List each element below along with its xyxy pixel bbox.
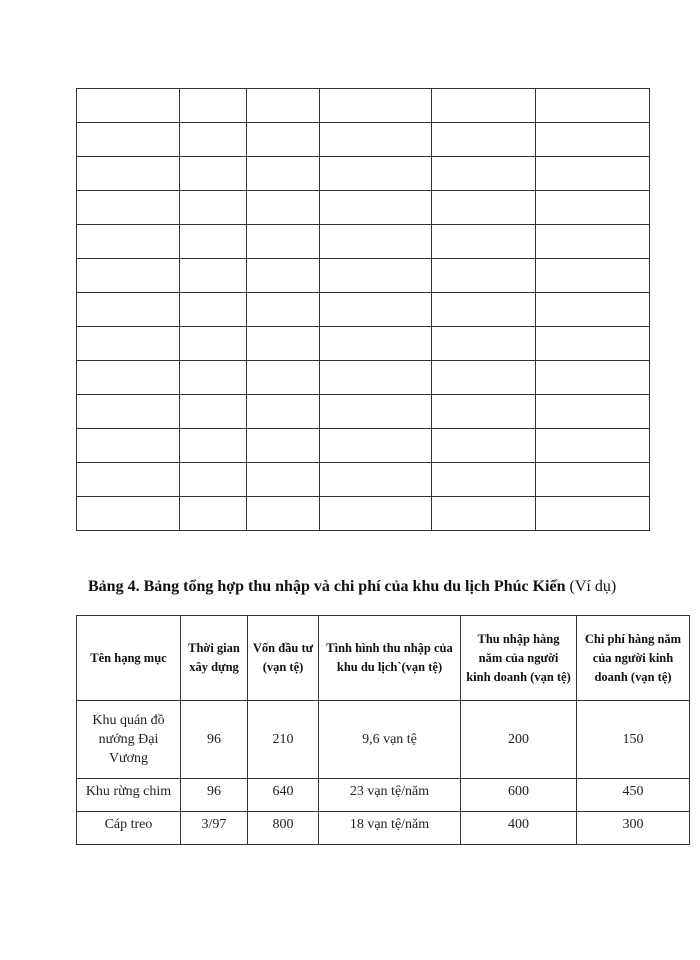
empty-grid-cell xyxy=(320,225,432,259)
empty-grid-cell xyxy=(247,429,320,463)
empty-grid-cell xyxy=(77,463,180,497)
empty-grid-cell xyxy=(432,463,536,497)
empty-grid-cell xyxy=(77,123,180,157)
empty-grid-cell xyxy=(536,191,650,225)
empty-grid-cell xyxy=(77,259,180,293)
empty-grid-cell xyxy=(320,191,432,225)
empty-grid-cell xyxy=(536,123,650,157)
empty-grid-cell xyxy=(432,395,536,429)
empty-grid-cell xyxy=(77,361,180,395)
empty-grid-cell xyxy=(536,429,650,463)
cell-investment: 210 xyxy=(248,701,319,779)
empty-grid-cell xyxy=(320,497,432,531)
empty-grid-cell xyxy=(247,327,320,361)
empty-grid-cell xyxy=(180,123,247,157)
cell-item-name: Khu rừng chim xyxy=(77,779,181,812)
empty-grid-cell xyxy=(536,157,650,191)
empty-grid-row xyxy=(77,123,650,157)
empty-grid-cell xyxy=(180,497,247,531)
empty-grid-cell xyxy=(77,293,180,327)
empty-grid-cell xyxy=(536,225,650,259)
empty-grid-row xyxy=(77,293,650,327)
empty-grid-cell xyxy=(432,327,536,361)
header-investment: Vốn đầu tư (vạn tệ) xyxy=(248,616,319,701)
empty-grid-cell xyxy=(432,191,536,225)
cell-build-time: 96 xyxy=(181,701,248,779)
empty-grid-row xyxy=(77,259,650,293)
cell-operator-income: 600 xyxy=(461,779,577,812)
empty-grid-cell xyxy=(320,361,432,395)
empty-grid-cell xyxy=(180,395,247,429)
empty-grid-cell xyxy=(320,293,432,327)
header-build-time: Thời gian xây dựng xyxy=(181,616,248,701)
empty-grid-cell xyxy=(432,89,536,123)
empty-grid-cell xyxy=(77,395,180,429)
empty-grid-cell xyxy=(180,361,247,395)
table-row xyxy=(77,701,690,779)
empty-grid-cell xyxy=(77,89,180,123)
empty-grid-cell xyxy=(320,157,432,191)
cell-operator-cost: 150 xyxy=(577,701,690,779)
empty-grid-row xyxy=(77,89,650,123)
empty-grid-cell xyxy=(247,463,320,497)
empty-grid-cell xyxy=(432,293,536,327)
empty-grid-cell xyxy=(432,259,536,293)
caption-note: (Ví dụ) xyxy=(565,578,617,595)
empty-grid-cell xyxy=(77,497,180,531)
table-caption xyxy=(88,578,616,596)
cell-tourism-income: 23 vạn tệ/năm xyxy=(319,779,461,812)
header-operator-cost: Chi phí hàng năm của người kinh doanh (vạn tệ) xyxy=(577,616,690,701)
caption-title: Bảng tổng hợp thu nhập và chi phí của khu du lịch Phúc Kiến xyxy=(139,578,566,595)
empty-grid-row xyxy=(77,327,650,361)
cell-operator-income: 400 xyxy=(461,812,577,845)
empty-grid-row xyxy=(77,429,650,463)
empty-grid-cell xyxy=(536,395,650,429)
empty-grid-cell xyxy=(180,429,247,463)
income-cost-table xyxy=(76,615,690,845)
empty-grid-cell xyxy=(247,157,320,191)
empty-grid-row xyxy=(77,225,650,259)
cell-build-time: 3/97 xyxy=(181,812,248,845)
empty-grid-row xyxy=(77,463,650,497)
empty-grid-cell xyxy=(536,327,650,361)
cell-investment: 640 xyxy=(248,779,319,812)
header-row xyxy=(77,616,690,701)
cell-item-name: Khu quán đồ nướng Đại Vương xyxy=(77,701,181,779)
empty-grid-cell xyxy=(247,123,320,157)
header-operator-income: Thu nhập hàng năm của người kinh doanh (vạn tệ) xyxy=(461,616,577,701)
empty-grid-cell xyxy=(432,123,536,157)
empty-grid-cell xyxy=(432,157,536,191)
cell-operator-cost: 300 xyxy=(577,812,690,845)
empty-grid-cell xyxy=(432,225,536,259)
cell-operator-cost: 450 xyxy=(577,779,690,812)
empty-grid-cell xyxy=(247,191,320,225)
header-tourism-income: Tình hình thu nhập của khu du lịch`(vạn tệ) xyxy=(319,616,461,701)
empty-grid-table xyxy=(76,88,650,531)
empty-grid-cell xyxy=(180,327,247,361)
empty-grid-cell xyxy=(247,293,320,327)
empty-grid-cell xyxy=(320,463,432,497)
empty-grid-cell xyxy=(320,259,432,293)
empty-grid-cell xyxy=(77,225,180,259)
header-item-name: Tên hạng mục xyxy=(77,616,181,701)
empty-grid-cell xyxy=(77,157,180,191)
empty-grid-cell xyxy=(536,89,650,123)
empty-grid-cell xyxy=(180,225,247,259)
empty-grid-row xyxy=(77,497,650,531)
empty-grid-cell xyxy=(536,497,650,531)
empty-grid-cell xyxy=(180,293,247,327)
empty-grid-cell xyxy=(77,429,180,463)
empty-grid-cell xyxy=(247,259,320,293)
empty-grid-cell xyxy=(320,89,432,123)
cell-build-time: 96 xyxy=(181,779,248,812)
empty-grid-cell xyxy=(247,225,320,259)
empty-grid-cell xyxy=(180,89,247,123)
empty-grid-cell xyxy=(320,327,432,361)
empty-grid-cell xyxy=(320,123,432,157)
table-row xyxy=(77,812,690,845)
empty-grid-cell xyxy=(180,157,247,191)
empty-grid-cell xyxy=(180,191,247,225)
empty-grid-cell xyxy=(432,497,536,531)
empty-grid-cell xyxy=(432,429,536,463)
empty-grid-cell xyxy=(180,259,247,293)
cell-operator-income: 200 xyxy=(461,701,577,779)
empty-grid-cell xyxy=(247,361,320,395)
empty-grid-cell xyxy=(247,497,320,531)
empty-grid-cell xyxy=(536,361,650,395)
table-row xyxy=(77,779,690,812)
empty-grid-cell xyxy=(432,361,536,395)
empty-grid-cell xyxy=(536,259,650,293)
caption-label: Bảng 4. xyxy=(88,578,140,595)
empty-grid-cell xyxy=(247,89,320,123)
empty-grid-row xyxy=(77,157,650,191)
empty-grid-cell xyxy=(320,395,432,429)
empty-grid-cell xyxy=(536,463,650,497)
empty-grid-cell xyxy=(180,463,247,497)
empty-grid-row xyxy=(77,395,650,429)
cell-tourism-income: 9,6 vạn tệ xyxy=(319,701,461,779)
cell-investment: 800 xyxy=(248,812,319,845)
empty-grid-row xyxy=(77,191,650,225)
empty-grid-cell xyxy=(247,395,320,429)
empty-grid-cell xyxy=(77,327,180,361)
cell-item-name: Cáp treo xyxy=(77,812,181,845)
empty-grid-cell xyxy=(320,429,432,463)
empty-grid-cell xyxy=(77,191,180,225)
empty-grid-cell xyxy=(536,293,650,327)
empty-grid-row xyxy=(77,361,650,395)
cell-tourism-income: 18 vạn tệ/năm xyxy=(319,812,461,845)
